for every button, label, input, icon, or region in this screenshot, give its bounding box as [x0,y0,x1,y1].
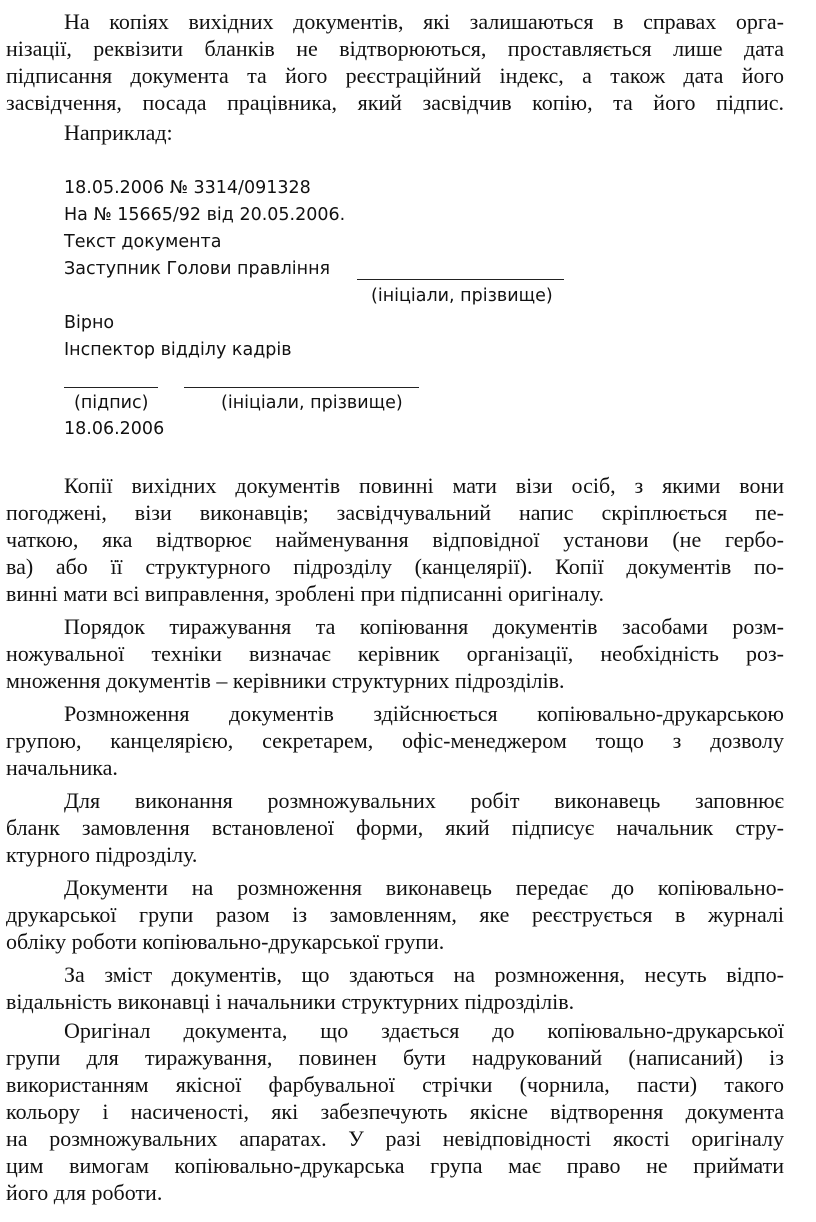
paragraph-line: погоджені, візи виконавців; засвідчувальний напис скріплюється пе- [6,500,784,525]
inspector-position: Інспектор відділу кадрів [64,340,292,360]
signature-caption: (підпис) [74,393,149,413]
paragraph-line: Документи на розмноження виконавець передає до копіювально- [64,875,784,900]
signature-line [64,387,158,388]
paragraph-line: За зміст документів, що здаються на розмноження, несуть відпо- [64,962,784,987]
body-paragraph [6,472,784,607]
body-paragraph [6,961,784,1015]
paragraph-line: ножувальної техніки визначає керівник організації, необхідність роз- [6,641,784,666]
paragraph-line: обліку роботи копіювально-друкарської групи. [6,929,445,954]
paragraph-line: на розмножувальних апаратах. У разі невідповідності якості оригіналу [6,1126,784,1151]
paragraph-line: ктурного підрозділу. [6,842,198,867]
body-paragraph [6,787,784,868]
paragraph-line: Оригінал документа, що здається до копіювально-друкарської [64,1018,784,1043]
intro-paragraph [6,8,784,116]
body-paragraph [6,1017,784,1206]
paragraph-line: Копії вихідних документів повинні мати візи осіб, з якими вони [64,473,784,498]
example-position: Заступник Голови правління [64,259,331,279]
body-paragraph [6,874,784,955]
example-date-number: 18.05.2006 № 3314/091328 [64,178,311,198]
example-reference: На № 15665/92 від 20.05.2006. [64,205,346,225]
paragraph-line: групою, канцелярією, секретарем, офіс-менеджером тощо з дозволу [6,728,784,753]
initials-caption: (ініціали, прізвище) [371,286,553,306]
certify-date: 18.06.2006 [64,419,165,439]
paragraph-line: кольору і насиченості, які забезпечують якісне відтворення документа [6,1099,784,1124]
intro-line: На копіях вихідних документів, які залишаються в справах орга- [64,9,784,34]
body-paragraph [6,613,784,694]
paragraph-line: друкарської групи разом із замовленням, яке реєструється в журналі [6,902,784,927]
paragraph-line: Для виконання розмножувальних робіт виконавець заповнює [64,788,784,813]
paragraph-line: начальника. [6,755,118,780]
intro-line: нізації, реквізити бланків не відтворюються, проставляється лише дата [6,36,784,61]
example-text: Текст документа [64,232,222,252]
intro-line: засвідчення, посада працівника, який засвідчив копію, та його підпис. [6,90,784,115]
paragraph-line: чаткою, яка відтворює найменування відповідної установи (не гербо- [6,527,784,552]
initials-line [184,387,419,388]
body-paragraph [6,700,784,781]
paragraph-line: відальність виконавці і начальники структурних підрозділів. [6,989,575,1014]
paragraph-line: множення документів – керівники структурних підрозділів. [6,668,565,693]
paragraph-line: бланк замовлення встановленої форми, який підписує начальник стру- [6,815,784,840]
paragraph-line: використанням якісної фарбувальної стрічки (чорнила, пасти) такого [6,1072,784,1097]
paragraph-line: винні мати всі виправлення, зроблені при підписанні оригіналу. [6,581,605,606]
example-label: Наприклад: [64,120,173,145]
paragraph-line: цим вимогам копіювально-друкарська група має право не приймати [6,1153,784,1178]
intro-line: підписання документа та його реєстраційний індекс, а також дата його [6,63,784,88]
paragraph-line: Порядок тиражування та копіювання документів засобами розм- [64,614,784,639]
paragraph-line: його для роботи. [6,1180,163,1205]
paragraph-line: групи для тиражування, повинен бути надрукований (написаний) із [6,1045,784,1070]
initials-caption: (ініціали, прізвище) [221,393,403,413]
certified-mark: Вірно [64,313,115,333]
signature-line [357,279,564,280]
paragraph-line: Розмноження документів здійснюється копіювально-друкарською [64,701,784,726]
paragraph-line: ва) або її структурного підрозділу (канцелярії). Копії документів по- [6,554,784,579]
